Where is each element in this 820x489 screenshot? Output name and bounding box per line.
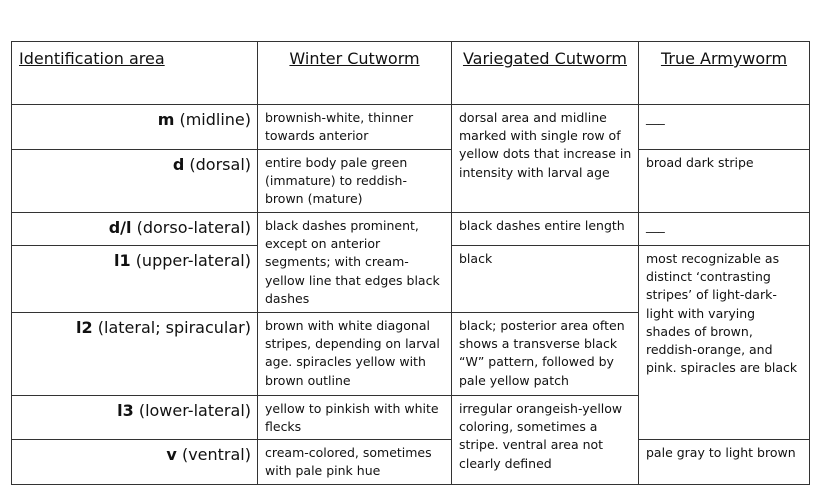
area-label: (dorso-lateral)	[136, 218, 251, 237]
area-code: l1	[113, 251, 131, 270]
area-lower-lateral	[12, 396, 258, 440]
area-label: (lower-lateral)	[138, 401, 251, 420]
area-label: (ventral)	[181, 445, 251, 464]
area-dorso-lateral	[12, 213, 258, 246]
armyworm-midline: ___	[639, 105, 810, 150]
armyworm-dorsal: broad dark stripe	[639, 150, 810, 213]
header-row	[12, 42, 810, 105]
area-dorsal	[12, 150, 258, 213]
area-upper-lateral	[12, 246, 258, 313]
area-midline	[12, 105, 258, 150]
winter-ventral: cream-colored, sometimes with pale pink hue	[258, 440, 452, 485]
header-identification-area: Identification area	[12, 42, 258, 105]
area-ventral	[12, 440, 258, 485]
area-label: (midline)	[179, 110, 251, 129]
area-label: (upper-lateral)	[135, 251, 251, 270]
area-label: (dorsal)	[189, 155, 251, 174]
area-lateral-spiracular	[12, 313, 258, 396]
winter-midline: brownish-white, thinner towards anterior	[258, 105, 452, 150]
variegated-lateral: black; posterior area often shows a transverse black “W” pattern, followed by pale yellow patch	[452, 313, 639, 396]
armyworm-dorso-lateral: ___	[639, 213, 810, 246]
area-code: v	[166, 445, 177, 464]
armyworm-lateral-stripes: most recognizable as distinct ‘contrasting stripes’ of light-dark-light with varying shades of brown, reddish-orange, and pink. spiracles are black	[639, 246, 810, 440]
area-label: (lateral; spiracular)	[97, 318, 251, 337]
winter-dorso-upper-lateral: black dashes prominent, except on anterior segments; with cream-yellow line that edges black dashes	[258, 213, 452, 313]
identification-table	[11, 41, 810, 485]
armyworm-ventral: pale gray to light brown	[639, 440, 810, 485]
winter-dorsal: entire body pale green (immature) to reddish-brown (mature)	[258, 150, 452, 213]
area-code: l3	[117, 401, 134, 420]
variegated-dorso-lateral: black dashes entire length	[452, 213, 639, 246]
variegated-upper-lateral: black	[452, 246, 639, 313]
header-winter-cutworm: Winter Cutworm	[258, 42, 452, 105]
header-true-armyworm: True Armyworm	[639, 42, 810, 105]
header-variegated-cutworm: Variegated Cutworm	[452, 42, 639, 105]
table-row	[12, 440, 810, 485]
area-code: m	[157, 110, 175, 129]
area-code: l2	[76, 318, 93, 337]
table-row	[12, 105, 810, 150]
table-row	[12, 213, 810, 246]
winter-lateral: brown with white diagonal stripes, depending on larval age. spiracles yellow with brown outline	[258, 313, 452, 396]
area-code: d/l	[108, 218, 132, 237]
area-code: d	[172, 155, 185, 174]
variegated-midline-dorsal: dorsal area and midline marked with single row of yellow dots that increase in intensity with larval age	[452, 105, 639, 213]
variegated-lower-lateral-ventral: irregular orangeish-yellow coloring, sometimes a stripe. ventral area not clearly defined	[452, 396, 639, 485]
winter-lower-lateral: yellow to pinkish with white flecks	[258, 396, 452, 440]
table-row	[12, 150, 810, 213]
